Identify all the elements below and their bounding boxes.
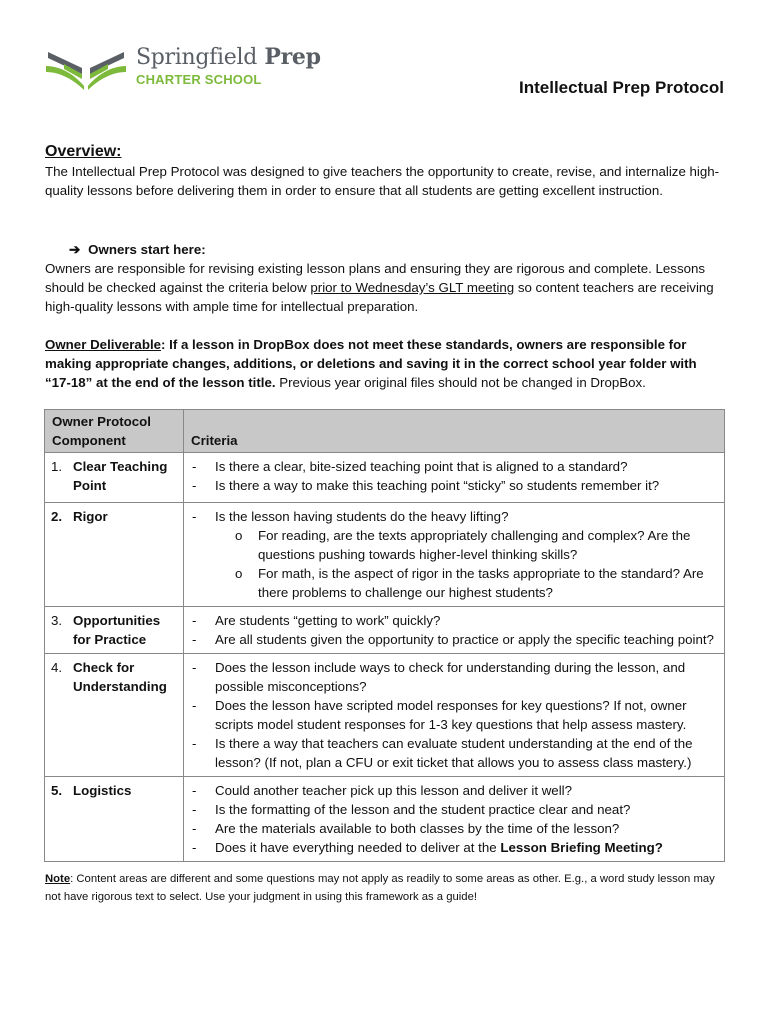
criteria-cell [184, 777, 725, 862]
criteria-bullet: - Are the materials available to both classes by the time of the lesson? [192, 821, 620, 836]
table-row [45, 453, 725, 503]
criteria-cell [184, 453, 725, 503]
criteria-bullet: - Is there a clear, bite-sized teaching point that is aligned to a standard? [192, 459, 628, 474]
criteria-bullet: - Are all students given the opportunity to practice or apply the specific teaching point? [192, 632, 714, 647]
logo-subtitle: CHARTER SCHOOL [136, 72, 262, 87]
criteria-bullet: - Is there a way to make this teaching point “sticky” so students remember it? [192, 478, 660, 493]
logo-school-name: Springfield Prep [136, 44, 321, 70]
criteria-cell [184, 654, 725, 777]
criteria-bullet: - Is the formatting of the lesson and the student practice clear and neat? [192, 802, 631, 817]
component-cell: 2. Rigor [45, 503, 184, 607]
table-header-component: Owner Protocol Component [45, 410, 184, 453]
glt-deadline-text: prior to Wednesday’s GLT meeting [310, 280, 515, 295]
criteria-bullet: - Is there a way that teachers can evaluate student understanding at the end of the lesson? (If not, plan a CFU or exit ticket that allows you to assess class mastery.) [192, 736, 693, 770]
owners-heading: ➔ Owners start here: [69, 242, 206, 257]
criteria-cell [184, 607, 725, 654]
table-row [45, 654, 725, 777]
table-header-row [45, 410, 725, 453]
criteria-cell [184, 503, 725, 607]
criteria-bullet: - Does the lesson have scripted model responses for key questions? If not, owner scripts model student responses for 1-3 key questions that help assess mastery. [192, 698, 687, 732]
table-row [45, 777, 725, 862]
footnote: Note: Content areas are different and some questions may not apply as readily to some areas as other. E.g., a word study lesson may not have rigorous text to select. Use your judgment in using this framework as a guide! [45, 873, 715, 903]
component-cell: 4. Check for Understanding [45, 654, 184, 777]
table-row [45, 503, 725, 607]
school-logo [44, 44, 321, 96]
criteria-subbullet: o For reading, are the texts appropriately challenging and complex? Are the questions pushing towards higher-level thinking skills? [235, 528, 691, 562]
component-cell: 5. Logistics [45, 777, 184, 862]
criteria-bullet: - Is the lesson having students do the heavy lifting? [192, 509, 509, 524]
owner-protocol-table [44, 409, 725, 862]
criteria-bullet: - Does the lesson include ways to check for understanding during the lesson, and possible misconceptions? [192, 660, 686, 694]
overview-heading: Overview: [45, 143, 122, 160]
owners-text: Owners are responsible for revising existing lesson plans and ensuring they are rigorous and complete. Lessons should be checked against the criteria below prior to Wednesday’s GLT meeting so content teachers are receiving high-quality lessons with ample time for intellectual preparation. [45, 261, 714, 314]
criteria-subbullet: o For math, is the aspect of rigor in the tasks appropriate to the standard? Are there problems to challenge our highest students? [235, 566, 704, 600]
criteria-bullet: - Could another teacher pick up this lesson and deliver it well? [192, 783, 573, 798]
component-cell: 1. Clear Teaching Point [45, 453, 184, 503]
criteria-bullet: - Are students “getting to work” quickly? [192, 613, 441, 628]
table-header-criteria: Criteria [184, 410, 725, 453]
document-title: Intellectual Prep Protocol [519, 78, 724, 97]
overview-text: The Intellectual Prep Protocol was designed to give teachers the opportunity to create, revise, and internalize high-quality lessons before delivering them in order to ensure that all students are getting excellent instruction. [45, 164, 720, 198]
component-cell: 3. Opportunities for Practice [45, 607, 184, 654]
table-row [45, 607, 725, 654]
arrow-right-icon: ➔ [69, 242, 81, 257]
open-book-logo-icon [44, 44, 128, 94]
owner-deliverable: Owner Deliverable: If a lesson in DropBox does not meet these standards, owners are responsible for making appropriate changes, additions, or deletions and saving it in the correct school year folder with “17-18” at the end of the lesson title. Previous year original files should not be changed in DropBox. [45, 337, 697, 390]
criteria-bullet: - Does it have everything needed to deliver at the Lesson Briefing Meeting? [192, 840, 663, 855]
